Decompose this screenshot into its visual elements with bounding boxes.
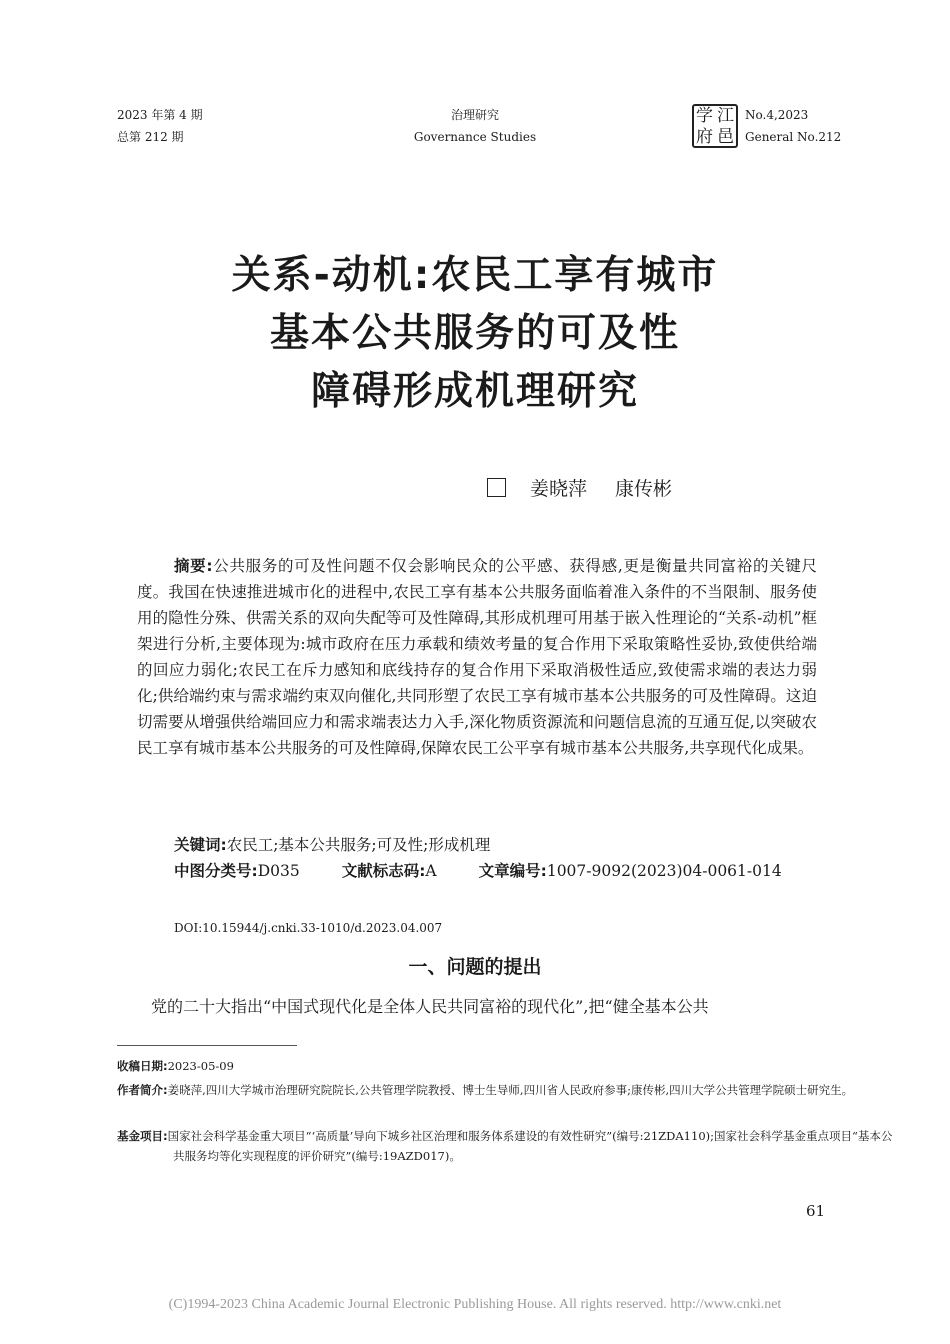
total-issue-line: 总第 212 期 <box>117 130 184 144</box>
doi: DOI:10.15944/j.cnki.33-1010/d.2023.04.007 <box>174 921 443 935</box>
footnote-divider <box>117 1045 297 1046</box>
title-line-1: 关系-动机:农民工享有城市 <box>231 253 719 298</box>
footnote-funding <box>117 1126 893 1166</box>
document-code-label: 文献标志码: <box>341 862 426 880</box>
author-name: 康传彬 <box>615 478 673 500</box>
seal-char: 江 <box>717 106 734 126</box>
journal-issue-info-en <box>745 104 841 148</box>
keywords-text: 农民工;基本公共服务;可及性;形成机理 <box>226 836 491 854</box>
body-paragraph: 党的二十大指出“中国式现代化是全体人民共同富裕的现代化”,把“健全基本公共 <box>151 997 709 1016</box>
article-number-value: 1007-9092(2023)04-0061-014 <box>546 862 782 880</box>
title-line-3: 障碍形成机理研究 <box>310 369 639 414</box>
issue-number-en: No.4,2023 <box>745 108 809 122</box>
copyright-notice: (C)1994-2023 China Academic Journal Electronic Publishing House. All rights reserved. http://www.cnki.net <box>168 1297 782 1312</box>
footnote-received <box>117 1056 837 1076</box>
keywords <box>174 832 490 858</box>
author-bio-label: 作者简介: <box>117 1083 168 1097</box>
general-number-en: General No.212 <box>745 130 842 144</box>
received-value: 2023-05-09 <box>167 1059 234 1073</box>
clc-label: 中图分类号: <box>174 862 258 880</box>
abstract-label: 摘要: <box>174 557 213 575</box>
received-label: 收稿日期: <box>117 1059 168 1073</box>
page-number: 61 <box>806 1202 826 1220</box>
seal-char: 府 <box>696 127 713 147</box>
seal-char: 邑 <box>717 127 734 147</box>
issue-line: 2023 年第 4 期 <box>117 108 203 122</box>
journal-seal-logo <box>692 104 738 148</box>
title-line-2: 基本公共服务的可及性 <box>269 311 680 356</box>
funding-value: 国家社会科学基金重大项目“‘高质量’导向下城乡社区治理和服务体系建设的有效性研究”(编号:21ZDA110);国家社会科学基金重点项目“基本公共服务均等化实现程度的评价研究”(编号:19AZD017)。 <box>167 1129 893 1163</box>
seal-char: 学 <box>696 106 713 126</box>
abstract <box>137 553 817 761</box>
author-line <box>487 476 672 502</box>
classification-info <box>137 858 817 884</box>
article-title <box>0 247 950 421</box>
abstract-text: 公共服务的可及性问题不仅会影响民众的公平感、获得感,更是衡量共同富裕的关键尺度。我国在快速推进城市化的进程中,农民工享有基本公共服务面临着准入条件的不当限制、服务使用的隐性分殊、供需关系的双向失配等可及性障碍,其形成机理可用基于嵌入性理论的“关系-动机”框架进行分析,主要体现为:城市政府在压力承载和绩效考量的复合作用下采取策略性妥协,致使供给端的回应力弱化;农民工在斥力感知和底线持存的复合作用下采取消极性适应,致使需求端的表达力弱化;供给端约束与需求端约束双向催化,共同形塑了农民工享有城市基本公共服务的可及性障碍。这迫切需要从增强供给端回应力和需求端表达力入手,深化物质资源流和问题信息流的互通互促,以突破农民工享有城市基本公共服务的可及性障碍,保障农民工公平享有城市基本公共服务,共享现代化成果。 <box>137 557 817 757</box>
square-bullet-icon <box>487 478 506 497</box>
author-name: 姜晓萍 <box>530 478 588 500</box>
keywords-label: 关键词: <box>174 836 227 854</box>
article-number-label: 文章编号: <box>478 862 547 880</box>
clc-value: D035 <box>257 862 300 880</box>
journal-name-en: Governance Studies <box>413 130 537 144</box>
footnote-author-bio <box>117 1080 893 1100</box>
author-bio-value: 姜晓萍,四川大学城市治理研究院院长,公共管理学院教授、博士生导师,四川省人民政府参事;康传彬,四川大学公共管理学院硕士研究生。 <box>167 1083 854 1097</box>
section-heading: 一、问题的提出 <box>408 956 542 978</box>
document-code-value: A <box>425 862 437 880</box>
journal-name-cn: 治理研究 <box>450 108 499 122</box>
funding-label: 基金项目: <box>117 1129 168 1143</box>
